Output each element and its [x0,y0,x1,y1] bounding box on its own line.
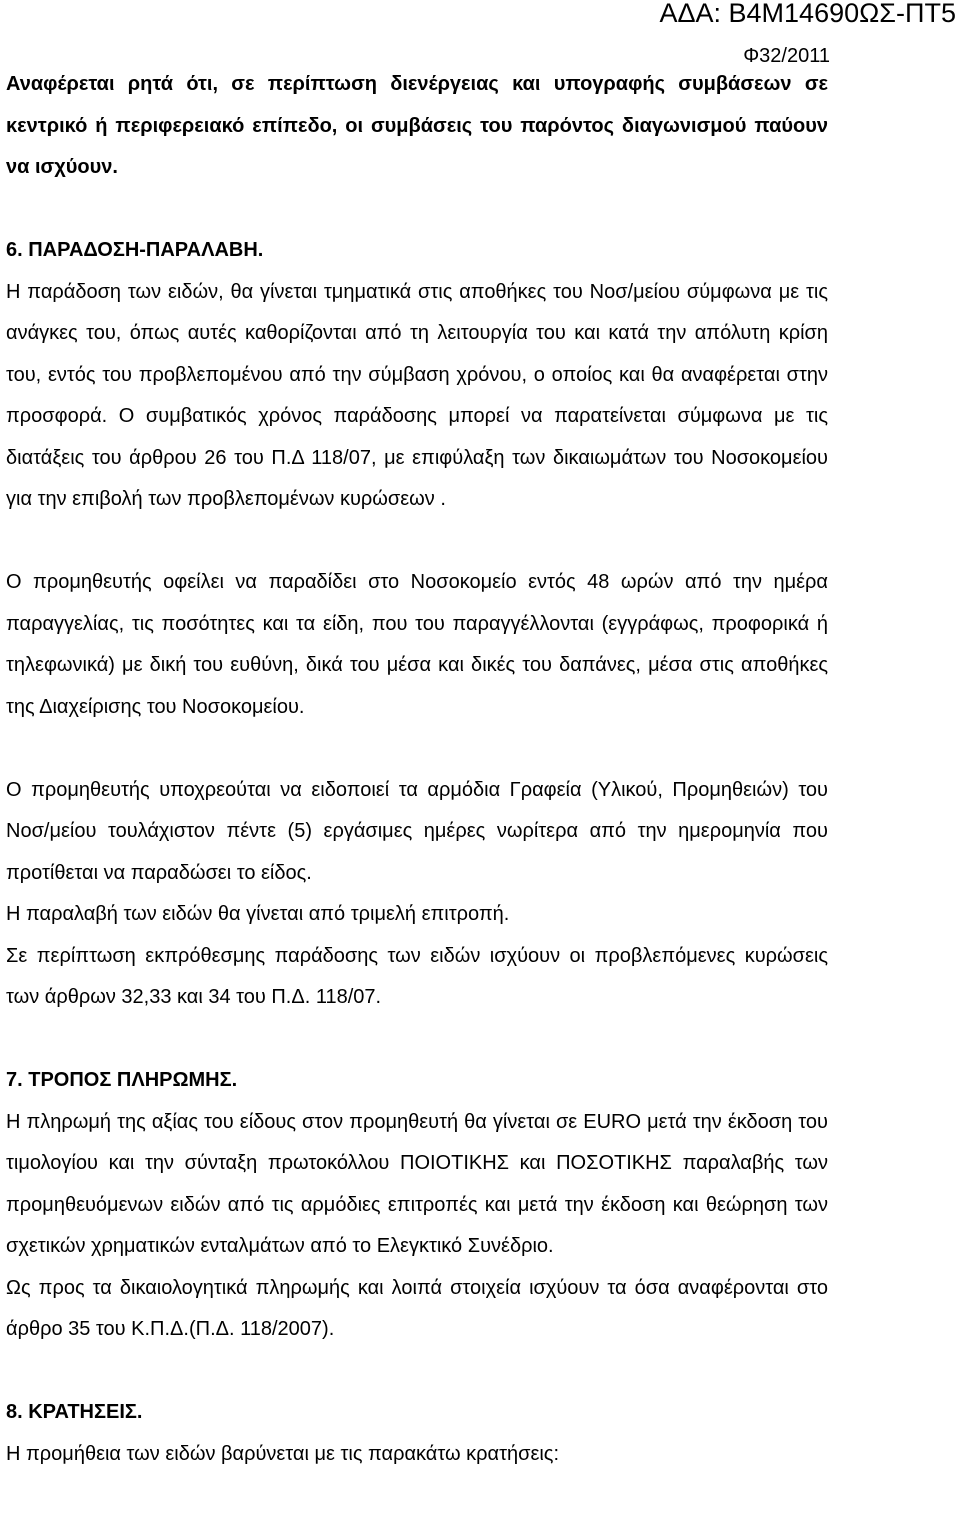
section-6-paragraph-2: Ο προμηθευτής οφείλει να παραδίδει στο Νοσοκομείο εντός 48 ωρών από την ημέρα παραγγελίας, τις ποσότητες και τα είδη, που του παραγγέλλονται (εγγράφως, προφορικά ή τηλεφωνικά) με δική του ευθύνη, δικά του μέσα και δικές του δαπάνες, μέσα στις αποθήκες της Διαχείρισης του Νοσοκομείου. [6,571,828,718]
spacer [6,1019,828,1061]
section-6-paragraph-1: Η παράδοση των ειδών, θα γίνεται τμηματικά στις αποθήκες του Νοσ/μείου σύμφωνα με τις ανάγκες του, όπως αυτές καθορίζονται από τη λειτουργία του και κατά την απόλυτη κρίση του, εντός του προβλεπομένου από την σύμβαση χρόνου, ο οποίος και θα αναφέρεται στην προσφορά. Ο συμβατικός χρόνος παράδοσης μπορεί να παρατείνεται σύμφωνα με τις διατάξεις του άρθρου 26 του Π.Δ 118/07, με επιφύλαξη των δικαιωμάτων του Νοσοκομείου για την επιβολή των προβλεπομένων κυρώσεων . [6,280,828,510]
section-6-paragraph-5: Σε περίπτωση εκπρόθεσμης παράδοσης των ειδών ισχύουν οι προβλεπόμενες κυρώσεις των άρθρων 32,33 και 34 του Π.Δ. 118/07. [6,944,828,1008]
section-7-paragraph-1: Η πληρωμή της αξίας του είδους στον προμηθευτή θα γίνεται σε EURO μετά την έκδοση του τιμολογίου και την σύνταξη πρωτοκόλλου ΠΟΙΟΤΙΚΗΣ και ΠΟΣΟΤΙΚΗΣ παραλαβής των προμηθευόμενων ειδών από τις αρμόδιες επιτροπές και μετά την έκδοση και θεώρηση των σχετικών χρηματικών ενταλμάτων από το Ελεγκτικό Συνέδριο. [6,1110,828,1257]
document-body [6,64,828,1475]
section-8-paragraph-1: Η προμήθεια των ειδών βαρύνεται με τις παρακάτω κρατήσεις: [6,1442,559,1465]
intro-paragraph: Αναφέρεται ρητά ότι, σε περίπτωση διενέργειας και υπογραφής συμβάσεων σε κεντρικό ή περιφερειακό επίπεδο, οι συμβάσεις του παρόντος διαγωνισμού παύουν να ισχύουν. [6,73,828,178]
spacer [6,189,828,231]
spacer [6,1351,828,1393]
section-6-paragraph-4: Η παραλαβή των ειδών θα γίνεται από τριμελή επιτροπή. [6,903,510,925]
section-8-heading: 8. ΚΡΑΤΗΣΕΙΣ. [6,1401,143,1423]
section-7-heading: 7. ΤΡΟΠΟΣ ΠΛΗΡΩΜΗΣ. [6,1069,238,1091]
section-6-heading: 6. ΠΑΡΑΔΟΣΗ-ΠΑΡΑΛΑΒΗ. [6,239,264,261]
spacer [6,728,828,770]
spacer [6,521,828,563]
section-7-paragraph-2: Ως προς τα δικαιολογητικά πληρωμής και λοιπά στοιχεία ισχύουν τα όσα αναφέρονται στο άρθρο 35 του Κ.Π.Δ.(Π.Δ. 118/2007). [6,1276,828,1340]
section-6-paragraph-3: Ο προμηθευτής υποχρεούται να ειδοποιεί τα αρμόδια Γραφεία (Υλικού, Προμηθειών) του Νοσ/μείου τουλάχιστον πέντε (5) εργάσιμες ημέρες νωρίτερα από την ημερομηνία που προτίθεται να παραδώσει το είδος. [6,778,828,884]
document-number: Φ32/2011 [743,45,830,67]
ada-code: ΑΔΑ: Β4Μ14690ΩΣ-ΠΤ5 [659,0,956,28]
